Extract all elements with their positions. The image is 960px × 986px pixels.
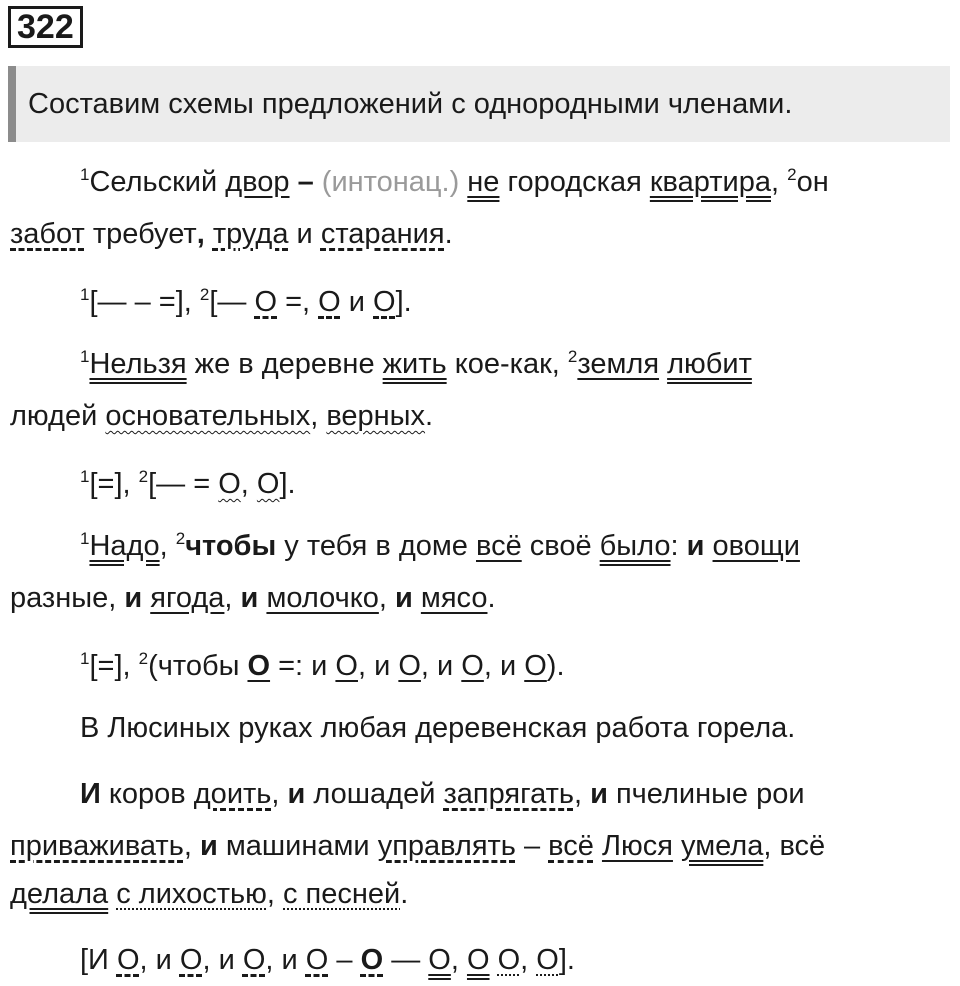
punct: , [266, 878, 283, 910]
clause-number: 2 [138, 649, 149, 668]
predicate-word: любит [667, 348, 752, 380]
object-word: труда [212, 218, 289, 250]
scheme-text [490, 944, 498, 976]
scheme-text: (чтобы [148, 650, 248, 682]
scheme-text: – [328, 944, 361, 976]
word: городская [499, 166, 650, 198]
word: и [288, 218, 321, 250]
scheme-member: О [218, 468, 241, 500]
object-word: управлять [377, 830, 516, 862]
predicate-word: умела [681, 830, 764, 862]
punct: , [183, 830, 200, 862]
punct: . [487, 582, 496, 614]
scheme-text: ]. [279, 468, 296, 500]
scheme-3 [10, 646, 565, 686]
predicate-word: квартира [649, 166, 771, 198]
scheme-member: О [247, 650, 271, 682]
predicate-word: Надо [89, 530, 160, 562]
word: пчелиные рои [607, 778, 805, 810]
clause-number: 1 [80, 285, 90, 304]
subject-word: земля [577, 348, 660, 380]
subject-word: всё [476, 530, 522, 562]
predicate-word: делала [10, 878, 109, 910]
scheme-member: О [428, 944, 451, 976]
space [659, 348, 667, 380]
clause-number: 2 [787, 165, 797, 184]
scheme-member: О [360, 944, 384, 976]
scheme-member: О [461, 650, 484, 682]
sentence-text: В Люсиных руках любая деревенская работа горела. [80, 712, 796, 744]
object-word: старания [320, 218, 445, 250]
attribute-word: верных [326, 400, 426, 432]
adverbial-word: с лихостью [116, 878, 267, 910]
predicate-word: Нельзя [89, 348, 187, 380]
scheme-text: [=], [89, 650, 139, 682]
conjunction: и [240, 582, 259, 614]
subject-word: Люся [601, 830, 673, 862]
clause-number: 2 [199, 285, 210, 304]
space [413, 582, 421, 614]
sentence-1-line-2 [10, 214, 453, 254]
object-word: забот [10, 218, 85, 250]
clause-number: 1 [80, 165, 90, 184]
scheme-text: [— [209, 286, 255, 318]
dash: – [297, 166, 314, 198]
clause-number: 2 [567, 347, 578, 366]
intonation-note: (интонац.) [321, 166, 460, 198]
conjunction: и [686, 530, 705, 562]
scheme-member: О [242, 944, 266, 976]
scheme-member: О [373, 286, 396, 318]
word: же в деревне [186, 348, 383, 380]
scheme-member: О [497, 944, 521, 976]
scheme-member: О [335, 650, 358, 682]
subject-word: овощи [712, 530, 800, 562]
predicate-word: не [467, 166, 500, 198]
conjunction: И [80, 778, 101, 810]
scheme-member: О [116, 944, 140, 976]
sentence-3-line-1 [10, 526, 800, 566]
space [594, 830, 602, 862]
word: машинами [217, 830, 378, 862]
scheme-member: О [305, 944, 329, 976]
sentence-2-line-1 [10, 344, 752, 384]
word: своё [521, 530, 600, 562]
scheme-member: О [256, 468, 280, 500]
space [290, 166, 298, 198]
punct: . [425, 400, 434, 432]
scheme-text: [— – =], [89, 286, 200, 318]
scheme-text: ]. [395, 286, 412, 318]
word: кое-как, [446, 348, 568, 380]
clause-number: 1 [80, 347, 90, 366]
subject-word: ягода [150, 582, 225, 614]
punct: , [224, 582, 241, 614]
space [704, 530, 712, 562]
scheme-text: , и [265, 944, 306, 976]
scheme-text: , и [483, 650, 525, 682]
conjunction: чтобы [185, 530, 277, 562]
conjunction: и [199, 830, 218, 862]
sentence-5-line-2 [10, 826, 825, 866]
scheme-2 [10, 464, 296, 504]
scheme-text: =: и [270, 650, 336, 682]
punct: . [444, 218, 453, 250]
clause-number: 1 [80, 467, 90, 486]
punct: , [159, 530, 176, 562]
task-text: Составим схемы предложений с однородными членами. [28, 88, 793, 120]
scheme-text: и [340, 286, 374, 318]
sentence-5-line-1 [10, 774, 805, 814]
sentence-3-line-2 [10, 578, 496, 618]
scheme-text: , [240, 468, 257, 500]
conjunction: и [287, 778, 306, 810]
predicate-word: жить [382, 348, 447, 380]
scheme-1 [10, 282, 412, 322]
attribute-word: основательных [105, 400, 311, 432]
word: лошадей [305, 778, 444, 810]
word: он [796, 166, 829, 198]
scheme-member: О [398, 650, 421, 682]
object-word: запрягать [443, 778, 574, 810]
scheme-member: О [179, 944, 203, 976]
scheme-text: [=], [89, 468, 139, 500]
word: требует [84, 218, 197, 250]
space [673, 830, 681, 862]
conjunction: и [124, 582, 143, 614]
clause-number: 1 [80, 649, 90, 668]
conjunction: и [394, 582, 413, 614]
punct: , [573, 778, 591, 810]
punct: : [670, 530, 687, 562]
object-word: всё [548, 830, 594, 862]
word: , всё [763, 830, 826, 862]
scheme-text: , [450, 944, 467, 976]
conjunction: и [590, 778, 608, 810]
scheme-text: ). [546, 650, 565, 682]
task-banner [8, 66, 950, 142]
sentence-2-line-2 [10, 396, 433, 436]
scheme-text: ]. [558, 944, 575, 976]
subject-word: молочко [266, 582, 379, 614]
clause-number: 2 [175, 529, 186, 548]
scheme-text: , и [357, 650, 399, 682]
space [314, 166, 322, 198]
punct: , [271, 778, 288, 810]
punct: , [310, 400, 327, 432]
scheme-member: О [254, 286, 278, 318]
adverbial-word: с песней [283, 878, 401, 910]
scheme-5 [10, 940, 575, 980]
scheme-text: — [383, 944, 429, 976]
scheme-text: , и [420, 650, 462, 682]
punct: . [400, 878, 409, 910]
scheme-member: О [524, 650, 547, 682]
word: людей [10, 400, 106, 432]
clause-number: 2 [138, 467, 149, 486]
sentence-4 [10, 708, 795, 748]
scheme-text: [И [80, 944, 117, 976]
comma: , [196, 218, 205, 250]
scheme-text: =, [277, 286, 319, 318]
dash: – [515, 830, 549, 862]
subject-word: двор [225, 166, 290, 198]
scheme-member: О [466, 944, 490, 976]
clause-number: 1 [80, 529, 90, 548]
punct: , [378, 582, 395, 614]
punct: , [770, 166, 788, 198]
subject-word: мясо [420, 582, 488, 614]
predicate-word: было [599, 530, 671, 562]
scheme-text: [— = [148, 468, 219, 500]
word: у тебя в доме [276, 530, 476, 562]
scheme-text: , [520, 944, 537, 976]
word: коров [100, 778, 194, 810]
space [205, 218, 213, 250]
sentence-5-line-3 [10, 874, 408, 914]
task-number: 322 [8, 6, 83, 48]
scheme-text: , и [202, 944, 243, 976]
object-word: доить [193, 778, 272, 810]
object-word: приваживать [10, 830, 184, 862]
scheme-member: О [318, 286, 341, 318]
sentence-1-line-1 [10, 162, 829, 202]
scheme-member: О [536, 944, 559, 976]
scheme-text: , и [139, 944, 180, 976]
word: разные, [10, 582, 125, 614]
word: Сельский [89, 166, 226, 198]
